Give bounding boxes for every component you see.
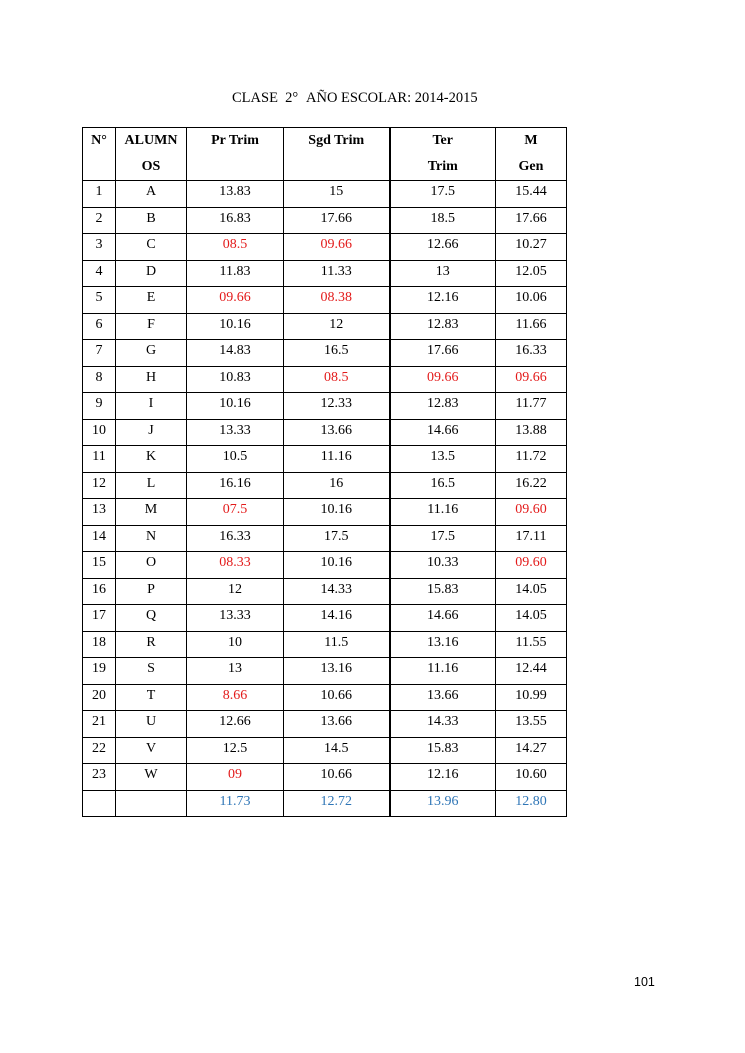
page-title xyxy=(0,88,745,108)
averages-row xyxy=(83,790,567,817)
grade-cell-pr: 10.16 xyxy=(187,313,284,340)
student-cell: K xyxy=(116,446,187,473)
grade-cell-gen: 11.66 xyxy=(496,313,567,340)
grade-cell-ter: 14.66 xyxy=(390,419,496,446)
student-cell: A xyxy=(116,181,187,208)
header-pr-trim: Pr Trim xyxy=(187,128,284,181)
table-row xyxy=(83,684,567,711)
grade-cell-ter: 18.5 xyxy=(390,207,496,234)
grade-cell-sgd: 11.16 xyxy=(284,446,390,473)
table-row xyxy=(83,764,567,791)
table-row xyxy=(83,234,567,261)
grade-cell-sgd: 10.66 xyxy=(284,764,390,791)
grade-cell-gen: 17.66 xyxy=(496,207,567,234)
grade-cell-pr: 10 xyxy=(187,631,284,658)
student-cell: C xyxy=(116,234,187,261)
grade-cell-gen: 11.72 xyxy=(496,446,567,473)
student-cell: I xyxy=(116,393,187,420)
student-cell: J xyxy=(116,419,187,446)
table-row xyxy=(83,287,567,314)
student-cell: V xyxy=(116,737,187,764)
table-row xyxy=(83,711,567,738)
grade-cell-ter: 12.83 xyxy=(390,313,496,340)
grade-cell-sgd: 10.16 xyxy=(284,499,390,526)
class-label: CLASE 2° xyxy=(232,90,299,106)
grade-cell-ter: 12.16 xyxy=(390,764,496,791)
header-ter-trim: Ter Trim xyxy=(390,128,496,181)
table-row xyxy=(83,313,567,340)
grade-cell-pr: 09 xyxy=(187,764,284,791)
grade-cell-gen: 10.99 xyxy=(496,684,567,711)
school-year-label: AÑO ESCOLAR: 2014-2015 xyxy=(306,90,478,106)
grade-cell-ter: 13.5 xyxy=(390,446,496,473)
grade-cell-ter: 09.66 xyxy=(390,366,496,393)
grade-cell-gen: 13.88 xyxy=(496,419,567,446)
row-number-cell: 19 xyxy=(83,658,116,685)
header-num: N° xyxy=(83,128,116,181)
grade-cell-pr: 13.33 xyxy=(187,605,284,632)
student-cell: T xyxy=(116,684,187,711)
grade-cell-pr: 11.83 xyxy=(187,260,284,287)
row-number-cell: 5 xyxy=(83,287,116,314)
grade-cell-gen: 11.77 xyxy=(496,393,567,420)
row-number-cell: 4 xyxy=(83,260,116,287)
grade-cell-gen: 12.44 xyxy=(496,658,567,685)
row-number-cell: 14 xyxy=(83,525,116,552)
average-cell-pr: 11.73 xyxy=(187,790,284,817)
grade-cell-ter: 15.83 xyxy=(390,578,496,605)
header-m-gen: M Gen xyxy=(496,128,567,181)
grade-cell-pr: 16.83 xyxy=(187,207,284,234)
row-number-cell: 12 xyxy=(83,472,116,499)
grade-cell-ter: 17.5 xyxy=(390,525,496,552)
grade-cell-gen: 14.05 xyxy=(496,605,567,632)
grade-cell-sgd: 12 xyxy=(284,313,390,340)
grade-cell-pr: 09.66 xyxy=(187,287,284,314)
grade-cell-pr: 16.16 xyxy=(187,472,284,499)
row-number-cell: 21 xyxy=(83,711,116,738)
table-row xyxy=(83,340,567,367)
grade-cell-pr: 08.33 xyxy=(187,552,284,579)
table-row xyxy=(83,393,567,420)
student-cell: E xyxy=(116,287,187,314)
grade-cell-pr: 10.5 xyxy=(187,446,284,473)
table-row xyxy=(83,578,567,605)
grade-cell-sgd: 17.5 xyxy=(284,525,390,552)
table-row xyxy=(83,631,567,658)
grade-cell-gen: 12.05 xyxy=(496,260,567,287)
grade-cell-pr: 14.83 xyxy=(187,340,284,367)
grade-cell-ter: 14.33 xyxy=(390,711,496,738)
grade-cell-gen: 14.05 xyxy=(496,578,567,605)
grade-cell-ter: 15.83 xyxy=(390,737,496,764)
grade-cell-gen: 09.66 xyxy=(496,366,567,393)
grade-cell-pr: 08.5 xyxy=(187,234,284,261)
row-number-cell: 1 xyxy=(83,181,116,208)
grade-cell-sgd: 12.33 xyxy=(284,393,390,420)
grade-cell-gen: 17.11 xyxy=(496,525,567,552)
page-number: 101 xyxy=(634,975,655,989)
grade-cell-gen: 13.55 xyxy=(496,711,567,738)
grade-cell-pr: 12 xyxy=(187,578,284,605)
student-cell: D xyxy=(116,260,187,287)
average-cell-ter: 13.96 xyxy=(390,790,496,817)
grade-cell-sgd: 13.66 xyxy=(284,711,390,738)
table-row xyxy=(83,419,567,446)
grade-cell-sgd: 13.66 xyxy=(284,419,390,446)
grade-cell-ter: 17.5 xyxy=(390,181,496,208)
student-cell: R xyxy=(116,631,187,658)
grade-cell-sgd: 10.16 xyxy=(284,552,390,579)
student-cell: P xyxy=(116,578,187,605)
row-number-cell: 3 xyxy=(83,234,116,261)
grade-cell-ter: 12.66 xyxy=(390,234,496,261)
table-row xyxy=(83,658,567,685)
row-number-cell: 7 xyxy=(83,340,116,367)
row-number-cell: 16 xyxy=(83,578,116,605)
grade-cell-sgd: 08.38 xyxy=(284,287,390,314)
table-row xyxy=(83,737,567,764)
grade-cell-sgd: 14.5 xyxy=(284,737,390,764)
table-row xyxy=(83,472,567,499)
grade-cell-gen: 10.27 xyxy=(496,234,567,261)
grade-cell-sgd: 14.33 xyxy=(284,578,390,605)
grade-cell-sgd: 15 xyxy=(284,181,390,208)
grade-cell-pr: 12.5 xyxy=(187,737,284,764)
grade-cell-ter: 12.83 xyxy=(390,393,496,420)
grade-cell-gen: 15.44 xyxy=(496,181,567,208)
row-number-cell: 9 xyxy=(83,393,116,420)
student-cell: M xyxy=(116,499,187,526)
row-number-cell: 2 xyxy=(83,207,116,234)
student-cell: H xyxy=(116,366,187,393)
table-row xyxy=(83,446,567,473)
table-row xyxy=(83,552,567,579)
table-row xyxy=(83,366,567,393)
student-cell: U xyxy=(116,711,187,738)
student-cell: N xyxy=(116,525,187,552)
table-row xyxy=(83,525,567,552)
grade-cell-gen: 16.22 xyxy=(496,472,567,499)
student-cell: F xyxy=(116,313,187,340)
grade-cell-pr: 07.5 xyxy=(187,499,284,526)
grade-cell-sgd: 09.66 xyxy=(284,234,390,261)
student-cell: S xyxy=(116,658,187,685)
grade-cell-gen: 10.60 xyxy=(496,764,567,791)
student-cell: B xyxy=(116,207,187,234)
row-number-cell: 17 xyxy=(83,605,116,632)
grades-table xyxy=(82,127,567,817)
grade-cell-ter: 16.5 xyxy=(390,472,496,499)
grade-cell-gen: 09.60 xyxy=(496,499,567,526)
row-number-cell: 11 xyxy=(83,446,116,473)
student-cell: W xyxy=(116,764,187,791)
grade-cell-gen: 10.06 xyxy=(496,287,567,314)
row-number-cell: 10 xyxy=(83,419,116,446)
row-number-cell: 13 xyxy=(83,499,116,526)
grade-cell-pr: 13 xyxy=(187,658,284,685)
grade-cell-sgd: 08.5 xyxy=(284,366,390,393)
grade-cell-ter: 14.66 xyxy=(390,605,496,632)
average-cell-sgd: 12.72 xyxy=(284,790,390,817)
grade-cell-sgd: 16.5 xyxy=(284,340,390,367)
grade-cell-sgd: 13.16 xyxy=(284,658,390,685)
grade-cell-sgd: 16 xyxy=(284,472,390,499)
grade-cell-pr: 16.33 xyxy=(187,525,284,552)
grade-cell-sgd: 11.5 xyxy=(284,631,390,658)
grade-cell-ter: 13.66 xyxy=(390,684,496,711)
student-cell: O xyxy=(116,552,187,579)
grade-cell-ter: 12.16 xyxy=(390,287,496,314)
average-cell-gen: 12.80 xyxy=(496,790,567,817)
student-cell: Q xyxy=(116,605,187,632)
table-row xyxy=(83,207,567,234)
grade-cell-sgd: 17.66 xyxy=(284,207,390,234)
row-number-cell: 15 xyxy=(83,552,116,579)
grade-cell-pr: 10.16 xyxy=(187,393,284,420)
grade-cell-pr: 10.83 xyxy=(187,366,284,393)
table-row xyxy=(83,181,567,208)
row-number-cell: 8 xyxy=(83,366,116,393)
row-number-cell: 22 xyxy=(83,737,116,764)
header-students: ALUMN OS xyxy=(116,128,187,181)
grade-cell-gen: 16.33 xyxy=(496,340,567,367)
grade-cell-ter: 10.33 xyxy=(390,552,496,579)
student-cell: G xyxy=(116,340,187,367)
grade-cell-gen: 09.60 xyxy=(496,552,567,579)
grade-cell-pr: 8.66 xyxy=(187,684,284,711)
grade-cell-gen: 11.55 xyxy=(496,631,567,658)
grade-cell-sgd: 10.66 xyxy=(284,684,390,711)
grade-cell-sgd: 11.33 xyxy=(284,260,390,287)
grade-cell-ter: 11.16 xyxy=(390,499,496,526)
row-number-cell: 6 xyxy=(83,313,116,340)
grade-cell-ter: 17.66 xyxy=(390,340,496,367)
row-number-cell: 18 xyxy=(83,631,116,658)
row-number-cell: 20 xyxy=(83,684,116,711)
grade-cell-pr: 12.66 xyxy=(187,711,284,738)
grade-cell-pr: 13.83 xyxy=(187,181,284,208)
grade-cell-ter: 13.16 xyxy=(390,631,496,658)
table-row xyxy=(83,605,567,632)
row-number-cell: 23 xyxy=(83,764,116,791)
table-row xyxy=(83,260,567,287)
grade-cell-sgd: 14.16 xyxy=(284,605,390,632)
student-cell: L xyxy=(116,472,187,499)
grade-cell-ter: 13 xyxy=(390,260,496,287)
grade-cell-pr: 13.33 xyxy=(187,419,284,446)
table-row xyxy=(83,499,567,526)
header-sgd-trim: Sgd Trim xyxy=(284,128,390,181)
empty-num-cell xyxy=(83,790,116,817)
grade-cell-gen: 14.27 xyxy=(496,737,567,764)
grade-cell-ter: 11.16 xyxy=(390,658,496,685)
header-row xyxy=(83,128,567,181)
empty-student-cell xyxy=(116,790,187,817)
